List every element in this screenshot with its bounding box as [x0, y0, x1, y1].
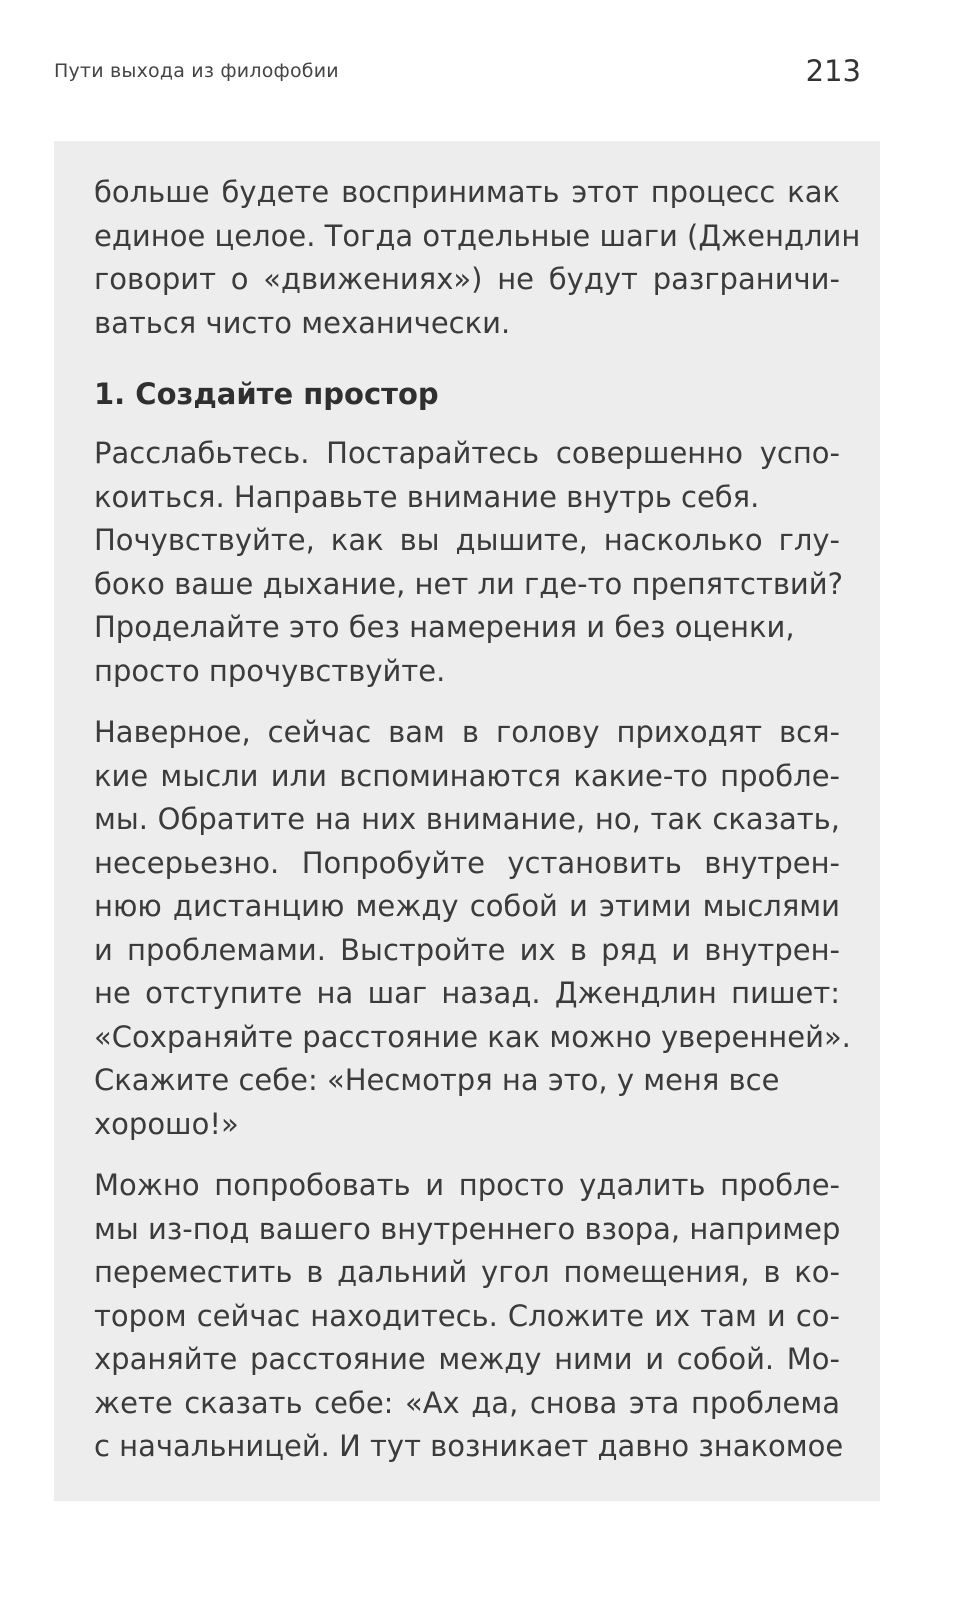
- text-line: не отступите на шаг назад. Джендлин пишет:: [94, 976, 840, 1010]
- text-line: «Сохраняйте расстояние как можно уверенней».: [94, 1019, 851, 1054]
- text-line: тором сейчас находитесь. Сложите их там и со-: [94, 1298, 840, 1333]
- paragraph-1: [94, 432, 844, 693]
- paragraph-3: [94, 1164, 844, 1469]
- text-line: жете сказать себе: «Ах да, снова эта проблема: [94, 1385, 840, 1420]
- intro-paragraph: [94, 171, 861, 345]
- text-line: Скажите себе: «Несмотря на это, у меня все: [94, 1063, 780, 1097]
- text-line: хорошо!»: [94, 1106, 239, 1141]
- text-line: ваться чисто механически.: [94, 305, 511, 340]
- text-line: мы. Обратите на них внимание, но, так сказать,: [94, 802, 840, 836]
- running-head-title: Пути выхода из филофобии: [54, 60, 339, 82]
- text-line: боко ваше дыхание, нет ли где-то препятствий?: [94, 566, 844, 601]
- text-line: мы из-под вашего внутреннего взора, например: [94, 1211, 841, 1246]
- shaded-text-box: [54, 141, 880, 1501]
- text-line: кие мысли или вспоминаются какие-то пробле-: [94, 758, 840, 793]
- text-line: несерьезно. Попробуйте установить внутрен-: [94, 845, 840, 880]
- text-line: больше будете воспринимать этот процесс как: [94, 175, 840, 209]
- text-line: нюю дистанцию между собой и этими мыслями: [94, 889, 840, 923]
- text-line: с начальницей. И тут возникает давно знакомое: [94, 1429, 844, 1463]
- text-line: единое целое. Тогда отдельные шаги (Джендлин: [94, 218, 861, 253]
- text-line: храняйте расстояние между ними и собой. Мо-: [94, 1342, 840, 1376]
- text-line: говорит о «движениях») не будут разграничи-: [94, 262, 840, 296]
- text-line: Можно попробовать и просто удалить пробле-: [94, 1168, 840, 1202]
- text-line: Расслабьтесь. Постарайтесь совершенно успо-: [94, 436, 840, 470]
- section-heading: 1. Создайте простор: [94, 377, 439, 411]
- text-line: просто прочувствуйте.: [94, 653, 446, 688]
- text-line: Почувствуйте, как вы дышите, насколько глу-: [94, 523, 840, 557]
- text-line: Проделайте это без намерения и без оценки,: [94, 610, 795, 644]
- text-line: Наверное, сейчас вам в голову приходят вся-: [94, 715, 840, 749]
- paragraph-2: [94, 711, 851, 1146]
- text-line: коиться. Направьте внимание внутрь себя.: [94, 479, 760, 514]
- page-number: 213: [805, 54, 861, 88]
- text-line: и проблемами. Выстройте их в ряд и внутрен-: [94, 932, 840, 967]
- text-line: переместить в дальний угол помещения, в ко-: [94, 1255, 840, 1289]
